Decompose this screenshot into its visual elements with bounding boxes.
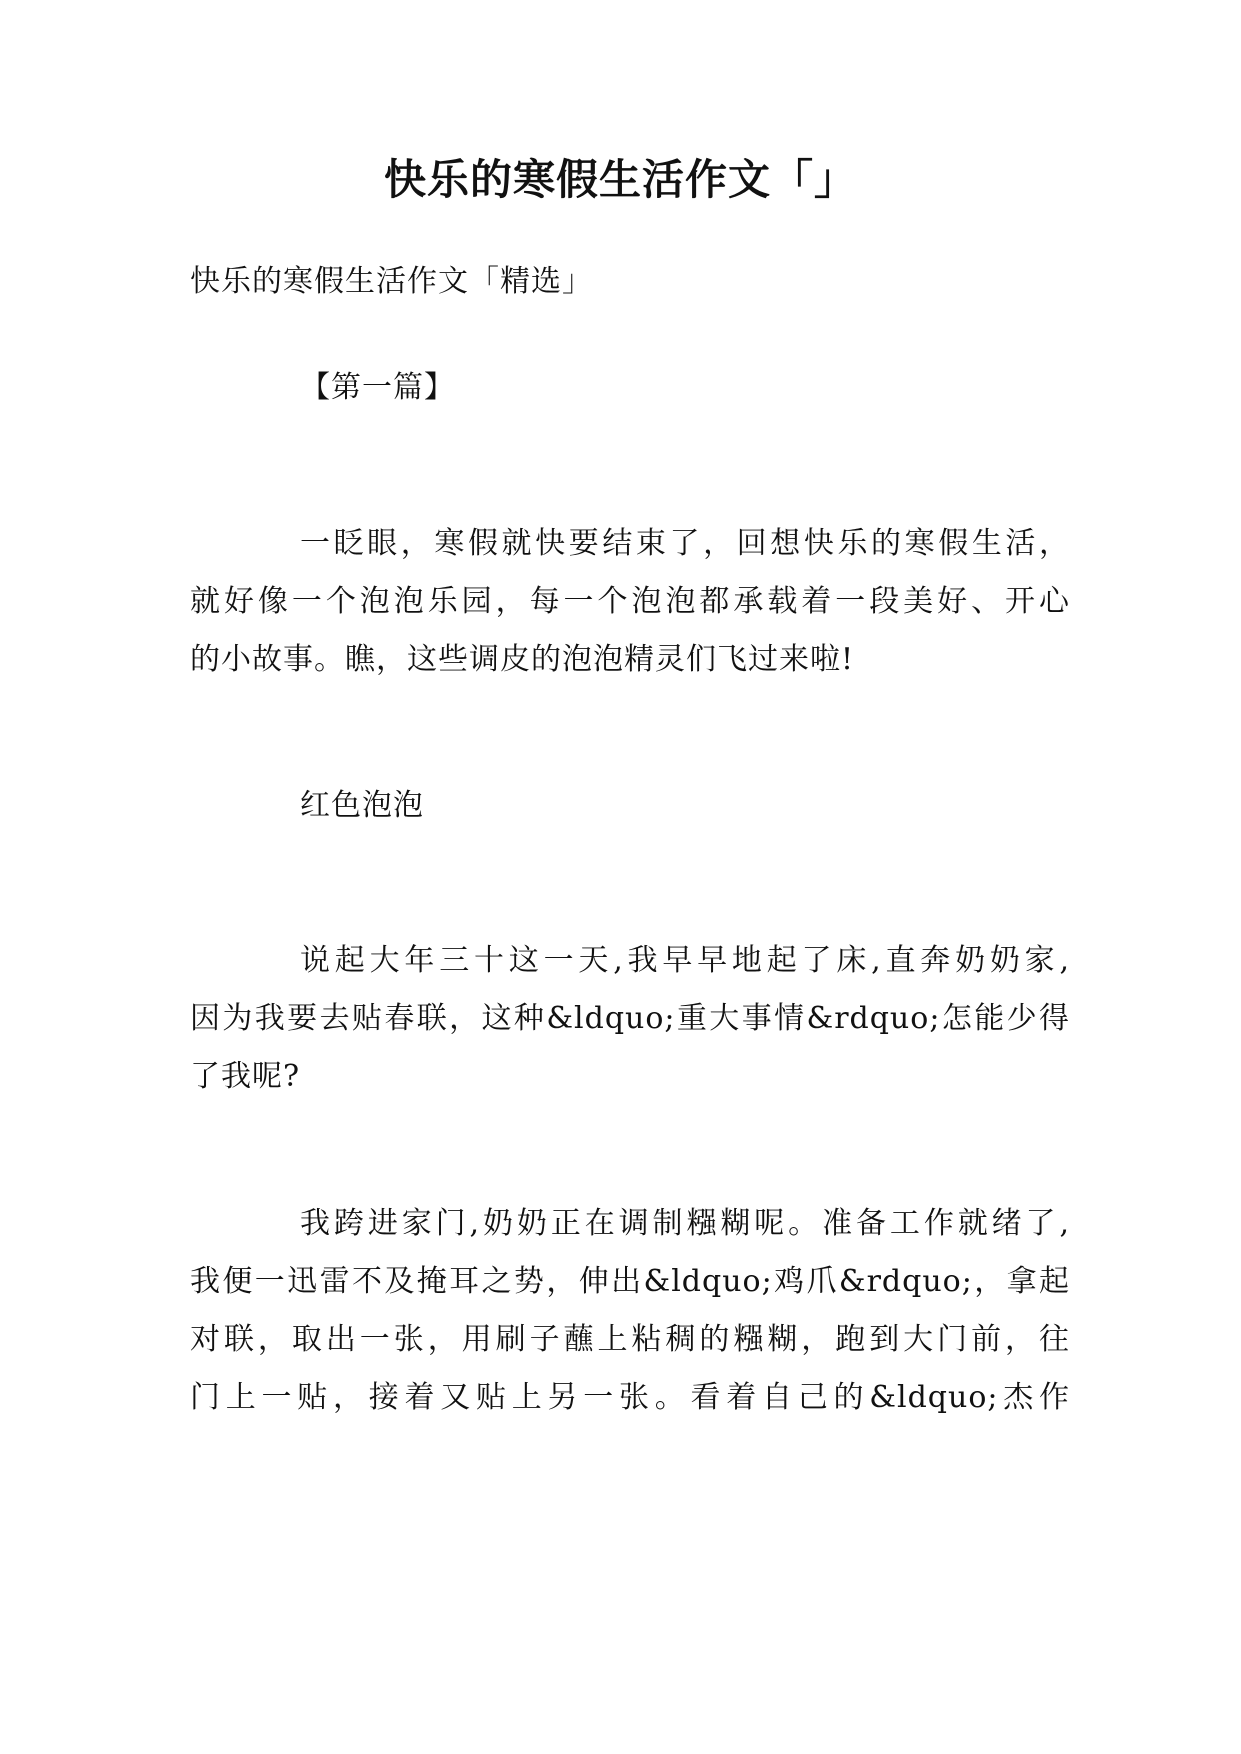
paragraph-line: 门上一贴，接着又贴上另一张。看着自己的&ldquo;杰作 [190, 1380, 1070, 1415]
paragraph-line: 就好像一个泡泡乐园，每一个泡泡都承载着一段美好、开心 [190, 584, 1070, 619]
paragraph-line: 说起大年三十这一天,我早早地起了床,直奔奶奶家, [300, 943, 1070, 978]
paragraph-line: 我跨进家门,奶奶正在调制糨糊呢。准备工作就绪了, [300, 1206, 1070, 1241]
document-subtitle: 快乐的寒假生活作文「精选」 [190, 264, 593, 299]
paragraph-1 [190, 515, 1070, 689]
subheading-red-bubble: 红色泡泡 [300, 788, 424, 823]
paragraph-line: 我便一迅雷不及掩耳之势，伸出&ldquo;鸡爪&rdquo;，拿起 [190, 1264, 1070, 1299]
paragraph-line: 因为我要去贴春联，这种&ldquo;重大事情&rdquo;怎能少得 [190, 1001, 1070, 1036]
section-heading: 【第一篇】 [300, 370, 455, 405]
paragraph-line: 了我呢? [190, 1059, 301, 1094]
paragraph-line: 一眨眼，寒假就快要结束了，回想快乐的寒假生活， [300, 526, 1070, 561]
paragraph-line: 的小故事。瞧，这些调皮的泡泡精灵们飞过来啦! [190, 642, 855, 677]
document-title: 快乐的寒假生活作文「」 [383, 155, 857, 204]
paragraph-2 [190, 932, 1070, 1106]
paragraph-3 [190, 1195, 1070, 1427]
paragraph-line: 对联，取出一张，用刷子蘸上粘稠的糨糊，跑到大门前，往 [190, 1322, 1070, 1357]
